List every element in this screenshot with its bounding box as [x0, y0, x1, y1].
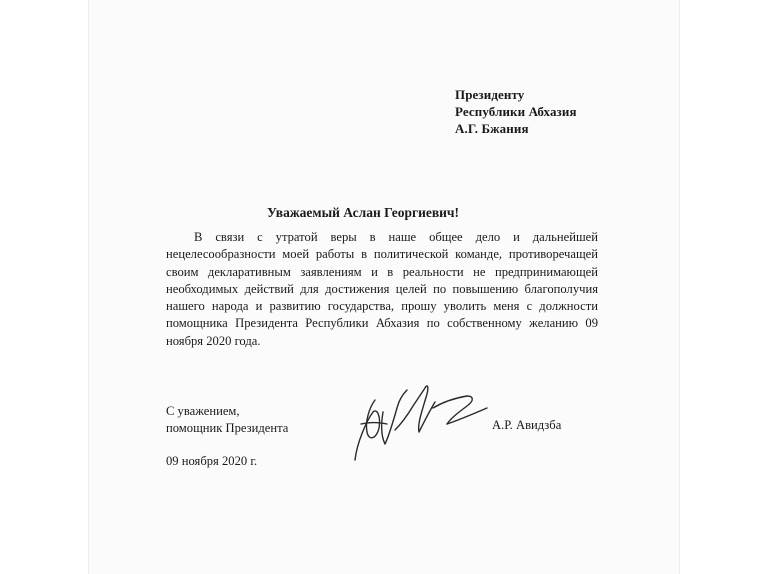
addressee-name: А.Г. Бжания: [455, 121, 529, 136]
addressee-block: [455, 86, 577, 137]
salutation: Уважаемый Аслан Георгиевич!: [267, 205, 460, 220]
addressee-title: Президенту: [455, 87, 525, 102]
closing-block: [166, 403, 288, 437]
signatory-name: А.Р. Авидзба: [492, 418, 562, 432]
closing-position: помощник Президента: [166, 421, 289, 435]
closing-regards: С уважением,: [166, 404, 240, 418]
letter-page: [88, 0, 680, 574]
handwritten-signature: [347, 372, 507, 472]
letter-body: В связи с утратой веры в наше общее дело и дальнейшей нецелесообразности моей работы в политической команде, противоречащей своим декларативным заявлениям и в реальности не предпринимающей необходимых действий для достижения целей по повышению благополучия нашего народа и развитию государства, прошу уволить меня с должности помощника Президента Республики Абхазия по собственному желанию 09 ноября 2020 года.: [166, 230, 598, 348]
letter-date: 09 ноября 2020 г.: [166, 454, 258, 468]
addressee-country: Республики Абхазия: [455, 104, 577, 119]
